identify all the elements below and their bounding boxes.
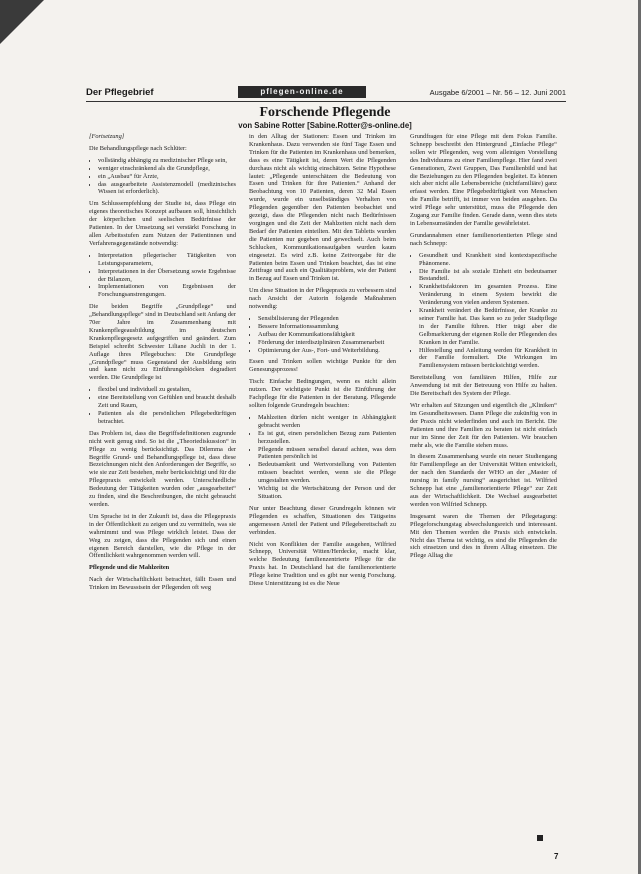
list-item: • weniger einschränkend als die Grundpflege,	[98, 165, 236, 173]
article-byline: von Sabine Rotter [Sabine.Rotter@s-online.de]	[238, 121, 412, 130]
paragraph: Um Schlussempfehlung der Studie ist, dass Pflege ein eigenes theoretisches Konzept aufbauen soll, hinsichtlich der körperlichen und seelischen Bedürfnisse der Patienten. In der Umsetzung sei verstärkt Forschung in allen Arbeitsstufen zum Nutzen der Patientinnen und Verfahrensgegenstände notwendig:	[89, 200, 236, 247]
site-logo: pflegen-online.de	[238, 86, 366, 98]
list-item: • Krankheitsfaktoren im gesamten Prozess. Eine Veränderung in einem System bewirkt die Veränderung von vielen anderen Systemen.	[419, 283, 557, 307]
paragraph: Um Sprache ist in der Zukunft ist, dass die Pflegepraxis in der Öffentlichkeit zu zeigen und zu vermitteln, was sie wahrnimmt und was Pflege wirklich leistet. Dass der Weg zu zeigen, dass die Pflegenden sich und einen eigenen Bereich darstellen, wie die Pflege in der Öffentlichkeit wahrgenommen werden will.	[89, 512, 236, 560]
article-title: Forschende Pflegende	[259, 105, 391, 120]
list-item: • Optimierung der Aus-, Fort- und Weiterbildung.	[258, 347, 396, 355]
paragraph: Grundannahmen einer familienorientierten Pflege sind nach Schnepp:	[410, 231, 557, 247]
paragraph: Das Problem ist, dass die Begriffsdefinitionen zugrunde nicht weit genug sind. So ist die „Theoriediskussion“ in Pflege zu wenig berücksichtigt. Das Dilemma der Begriffe Grund- und Behandlungspflege ist, dass diese Bezeichnungen nicht den Anforderungen der Begriffe, so wie sie zur Zeit bestehen, mehr berücksichtigt und für die Pflegepraxis entwickelt werden. Unterschiedliche Bedeutung der Tätigkeiten wurden oder „ausgearbeitet“ zu finden, sind die Beschreibungen, die nicht gebraucht werden.	[89, 429, 236, 508]
list-item: • vollständig abhängig zu medizinischer Pflege sein,	[98, 157, 236, 165]
list-item: • Hilfestellung und Anleitung werden für Krankheit in der Familie formuliert. Die Wirkungen im Familiensystem müssen berücksichtigt werden.	[419, 347, 557, 371]
list-item: • flexibel und individuell zu gestalten,	[98, 386, 236, 394]
page-number: 7	[554, 852, 559, 861]
list-item: • Bedeutsamkeit und Wertvorstellung von Patienten müssen beachtet werden, wenn sie die Pflege umgestalten werden.	[258, 461, 396, 485]
paragraph: in den Alltag der Stationen: Essen und Trinken im Krankenhaus. Dazu verwenden sie fünf Tage Essen und Trinken für die Patienten im Krankenhaus und bemerken, dass es eine Tätigkeit ist, deren Wert die Pflegenden durchaus nicht als wichtig einschätzen. Seine Hypothese lautet: „Pflegende unterschätzen die Bedeutung von Essen und Trinken für ihre Patienten.“ Anhand der Beobachtung von 10 Patienten, deren 32 Mal Essen wurde, wurde ein unselbständiges Verhalten von Pflegenden gegenüber den Patienten beobachtet und gezeigt, dass die Pflegenden nicht nach Bedürfnissen vorgingen und die Zeit der Mahlzeiten nicht nach dem Bedarf der Patienten einteilten. Mit den Tabletts wurden die Patienten nur gegeben und gewechselt. Auch beim Schlucken, Kommunikationsaufgaben wurden kaum eingesetzt. Es wird z.B. keine Zeitvorgabe für die Patienten beim Essen und Trinken beachtet, das ist eine Zeitfrage und auch ein Qualitätsproblem, wie der Patient in Bezug auf Essen und Trinken ist.	[249, 133, 396, 283]
text-column-1	[89, 133, 236, 845]
issue-info: Ausgabe 6/2001 – Nr. 56 – 12. Juni 2001	[429, 88, 566, 97]
list-item: • ein „Ausbau“ für Ärzte,	[98, 173, 236, 181]
list-item: • Gesundheit und Krankheit sind kontextspezifische Phänomene.	[419, 252, 557, 268]
list-item: • Die Familie ist als soziale Einheit ein bedeutsamer Bestandteil.	[419, 268, 557, 284]
list-item: • das ausgearbeitete Assistenzmodell (medizinisches Wissen ist erforderlich).	[98, 181, 236, 197]
subheading: Pflegende und die Mahlzeiten	[89, 564, 170, 572]
list-item: • Förderung der interdisziplinären Zusammenarbeit	[258, 339, 396, 347]
list-item: • Interpretationen in der Übersetzung sowie Ergebnisse der Bilanzen,	[98, 268, 236, 284]
end-of-article-square-icon	[537, 835, 543, 841]
paragraph: Grundfragen für eine Pflege mit dem Fokus Familie. Schnepp beschreibt den Hintergrund „Einfache Pflege“ sollen wir Pflegenden, weg vom alleinigen Vorstellung des Individuums zu einer Familienpflege. Hier fand zwei Generationen, Zwei Gruppen, Das Familienbild und hat die Beziehungen zu den Pflegenden begleitet. Es können sich aber nicht alle Lebensbereiche (nichtfamiliäre) ganz erfasst werden. Eine Pflegebedürftigkeit von Menschen die Familie betrifft, ist immer von beiden ausgehen. Da wird Pflege sehr unterstützt, muss die Pflegende den Zugang zur Familie finden. Gerade dann, wenn dies stets in Lebensumständen der Familie gewährleistet.	[410, 133, 557, 227]
paragraph: Tisch: Einfache Bedingungen, wenn es nicht allein nutzen. Der wichtigste Punkt ist die Einführung der Fachpflege für die Patienten in der Beratung. Pflegende sollten folgende Grundregeln beachten:	[249, 378, 396, 409]
paragraph: In diesem Zusammenhang wurde ein neuer Studiengang für Familienpflege an der Universität Witten entwickelt, der nach den Standards der WHO an der „Master of nursing in family nursing“ ausgerichtet ist. Wilfried Schnepp hat eine „familienorientierte Pflege“ zur Zeit aus der Wirtschaftlichkeit. Die Wechsel ausgearbeitet werden von Wilfried Schnepp.	[410, 453, 557, 508]
list-item: • Krankheit verändert die Bedürfnisse, der Kranke zu seiner Familie hat. Das kann so zu jeder Stadtpflege in der Familie führen. Hier trägt aber die Gelbmarkierung der eigenen Rolle der Pflegenden des Kranken in der Familie.	[419, 307, 557, 347]
paragraph: Insgesamt waren die Themen der Pflegetagung: Pflegeforschungstag abwechslungsreich und interessant. Mit den Themen werden die Praxis sich entwickeln. Nicht das Thema ist wichtig, es sind die Pflegenden die sich einsetzen und dies in ihrem Alltag einsetzen. Die Pflege Alltag die	[410, 512, 557, 560]
bullet-list	[89, 386, 236, 426]
text-column-3	[410, 133, 557, 845]
paragraph: Nach der Wirtschaftlichkeit betrachtet, fällt Essen und Trinken im Bewusstsein der Pflegenden oft weg	[89, 576, 236, 592]
list-item: • Patienten als die persönlichen Pflegebedürftigen betrachtet.	[98, 410, 236, 426]
text-column-2	[249, 133, 396, 845]
paragraph: Die beiden Begriffe „Grundpflege“ und „Behandlungspflege“ sind in Deutschland seit Anfang der 70er Jahre im Zusammenhang mit Krankenpflegeausbildung im deutschen Krankenpflegegesetz aufgegriffen und geändert. Zum Beispiel schreibt Schwester Liliane Juchli in der 1. Auflage ihres Pflegebuches: Die Grundpflege „Grundpflege“ muss Gegenstand der Ausbildung sein und kann nicht zu Einführungsblöcken degradiert werden. Die Grundpflege ist	[89, 303, 236, 382]
paragraph: Bereitstellung von familiären Hilfen, Hilfe zur Anwendung ist mit der Betreuung von Hilfe zu halten. Die Bereitschaft des System der Pflege.	[410, 374, 557, 398]
list-item: • Sensibilisierung der Pflegenden	[258, 315, 396, 323]
paragraph: Essen und Trinken sollen wichtige Punkte für den Genesungsprozess!	[249, 358, 396, 374]
paragraph: Um diese Situation in der Pflegepraxis zu verbessern sind nach Ansicht der Autorin folgende Maßnahmen notwendig:	[249, 287, 396, 311]
list-item: • Mahlzeiten dürfen nicht weniger in Abhängigkeit gebracht werden	[258, 414, 396, 430]
paragraph: Nur unter Beachtung dieser Grundregeln können wir Pflegenden es schaffen, Situationen des Tätigseins angemessen Anteil der Patient und Pflegebereitschaft zu verbinden.	[249, 504, 396, 536]
bullet-list	[410, 252, 557, 371]
list-item: • Es ist gut, einen persönlichen Bezug zum Patienten herzustellen.	[258, 430, 396, 446]
list-item: • Wichtig ist die Wertschätzung der Person und der Situation.	[258, 485, 396, 501]
list-item: • Implementationen von Ergebnissen der Forschungsanstrengungen.	[98, 283, 236, 299]
bullet-list	[89, 252, 236, 299]
bullet-list	[89, 157, 236, 197]
paragraph: Die Behandlungspflege nach Schlüter:	[89, 144, 187, 152]
paragraph: Nicht von Konflikten der Familie ausgehen, Wilfried Schnepp, Universität Witten/Herdecke, macht klar, welche Bedeutung familienzentrierte Pflege für die Praxis hat. In Deutschland hat die familienorientierte Pflege keine Tradition und es gibt nur wenig Forschung. Diese Unterstützung ist es die Neue	[249, 540, 396, 588]
scan-corner-shadow	[0, 0, 44, 44]
list-item: • Interpretation pflegerischer Tätigkeiten von Leistungsparametern,	[98, 252, 236, 268]
page-header	[86, 86, 566, 100]
bullet-list	[249, 414, 396, 501]
publication-name: Der Pflegebrief	[86, 87, 154, 98]
header-rule	[86, 101, 566, 102]
list-item: • Pflegende müssen sensibel darauf achten, was dem Patienten persönlich ist	[258, 446, 396, 462]
paragraph: Wir erhalten auf Sitzungen und eigentlich die „Kliniken“ im Gesundheitswesen. Dann Pflege die zukünftig von in der Praxis nicht wiederfinden und auch im Bericht. Die Patienten und ihre Familien zu beraten ist nicht einfach nur im Sinne der Zeit für den Patienten. Wir brauchen mehr als, wie die Familie stehen muss.	[410, 402, 557, 449]
list-item: • eine Bereitstellung von Gefühlen und braucht deshalb Zeit und Raum,	[98, 394, 236, 410]
list-item: • Aufbau der Kommunikationsfähigkeit	[258, 331, 396, 339]
continuation-tag: [Fortsetzung]	[89, 133, 125, 140]
bullet-list	[249, 315, 396, 355]
list-item: • Bessere Informationssammlung	[258, 323, 396, 331]
